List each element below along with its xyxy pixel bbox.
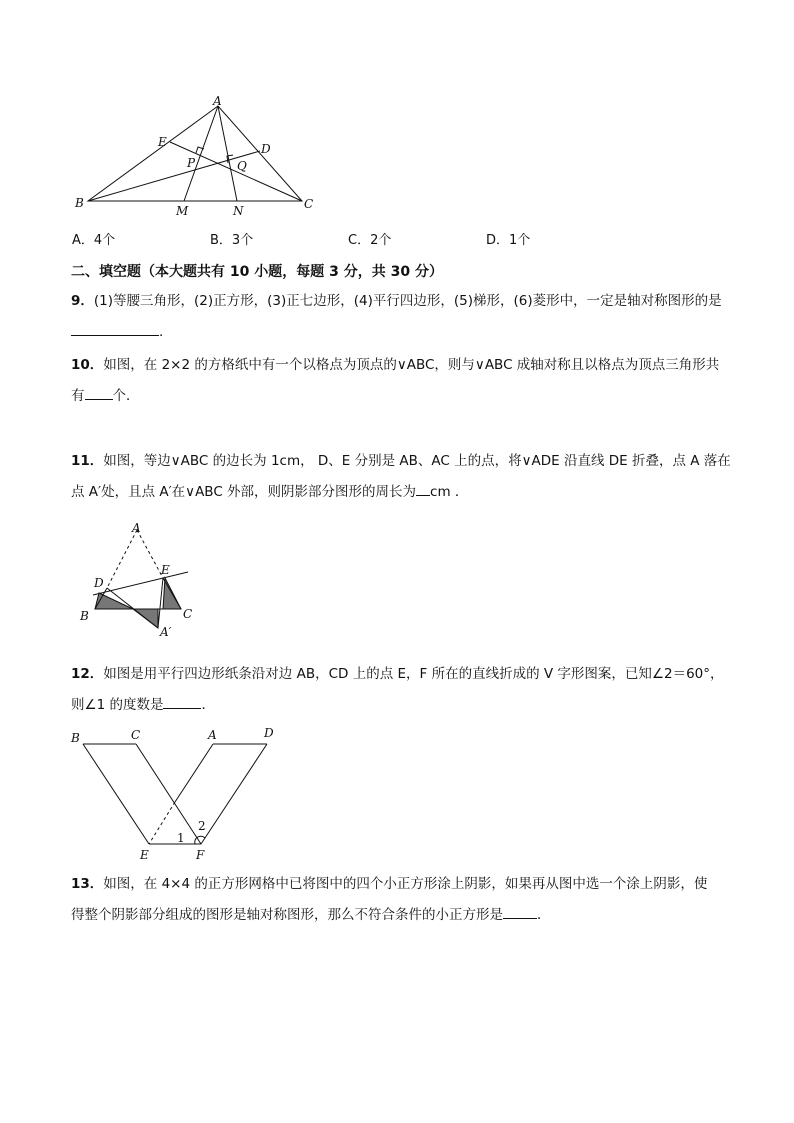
q12-line1: 如图是用平行四边形纸条沿对边 AB，CD 上的点 E，F 所在的直线折成的 V 字形图案，已知∠2＝60°， (103, 666, 724, 682)
label-e: E (158, 135, 167, 149)
shaded-region-left (95, 593, 133, 609)
question-9 (71, 291, 731, 342)
figure-triangle-abc (70, 95, 330, 225)
label-m: M (176, 204, 189, 218)
label-n: N (233, 204, 244, 218)
q12-answer-blank[interactable] (163, 694, 201, 709)
label-p: P (187, 156, 196, 170)
q13-number: 13． (71, 876, 104, 892)
label-e: E (140, 848, 149, 862)
q10-line2-post: 个． (112, 388, 140, 404)
label-d: D (261, 142, 271, 156)
label-a: A (208, 728, 217, 742)
q10-line2-pre: 有 (71, 388, 85, 404)
figure-folded-triangle (75, 520, 200, 640)
label-a: A (213, 95, 222, 108)
q11-number: 11． (71, 453, 104, 469)
label-b: B (75, 196, 84, 210)
label-f: F (196, 848, 205, 862)
q11-line2-post: cm ． (430, 484, 469, 500)
label-a-prime: A′ (160, 625, 172, 639)
q13-answer-blank[interactable] (503, 904, 537, 919)
q9-tail: . (159, 324, 164, 340)
edge-a-d-dashed (107, 530, 137, 588)
edge-c-f (136, 744, 201, 844)
label-c: C (131, 728, 141, 742)
q11-line2-pre: 点 A′处，且点 A′在∨ABC 外部，则阴影部分图形的周长为 (71, 484, 417, 500)
label-d: D (94, 576, 104, 590)
fold-line-de (93, 572, 188, 595)
line-a-n (218, 106, 237, 201)
label-e: E (161, 563, 170, 577)
q12-number: 12． (71, 666, 104, 682)
line-a-m (184, 106, 218, 201)
q10-number: 10． (71, 357, 104, 373)
line-b-d (88, 151, 260, 201)
label-angle-2: 2 (198, 819, 206, 833)
option-c[interactable]: C．2个 (348, 233, 392, 248)
q11-answer-blank[interactable] (416, 481, 430, 496)
label-c: C (304, 197, 314, 211)
label-d: D (264, 726, 274, 740)
label-c: C (183, 607, 193, 621)
edge-d-f (201, 744, 267, 844)
q12-line2-post: ． (201, 697, 215, 713)
option-d[interactable]: D．1个 (486, 233, 531, 248)
label-b: B (71, 731, 80, 745)
q13-line2-pre: 得整个阴影部分组成的图形是轴对称图形，那么不符合条件的小正方形是 (71, 907, 503, 923)
section-title: 二、填空题（本大题共有 10 小题，每题 3 分，共 30 分） (71, 264, 443, 280)
question-11 (71, 451, 731, 502)
edge-a-e-dashed (137, 530, 163, 578)
label-angle-1: 1 (177, 831, 185, 845)
q9-answer-blank[interactable] (71, 321, 159, 336)
label-b: B (80, 609, 89, 623)
question-12 (71, 664, 731, 715)
q12-line2-pre: 则∠1 的度数是 (71, 697, 164, 713)
edge-e-a2 (158, 578, 163, 628)
label-a: A (132, 521, 141, 535)
edge-fold-dashed (149, 802, 175, 844)
q11-line1: 如图，等边∨ABC 的边长为 1cm， D、E 分别是 AB、AC 上的点，将∨ADE 沿直线 DE 折叠，点 A 落在 (103, 453, 731, 469)
q9-number: 9． (71, 293, 94, 309)
question-13 (71, 874, 731, 925)
q13-line1: 如图，在 4×4 的正方形网格中已将图中的四个小正方形涂上阴影，如果再从图中选一个涂上阴影，使 (103, 876, 708, 892)
question-10 (71, 355, 731, 406)
q10-answer-blank[interactable] (85, 385, 113, 400)
option-b[interactable]: B．3个 (210, 233, 254, 248)
edge-b-e (83, 744, 149, 844)
figure-v-strip (65, 720, 285, 865)
q13-line2-post: ． (537, 907, 551, 923)
label-q: Q (237, 159, 247, 173)
q9-text: (1)等腰三角形，(2)正方形，(3)正七边形，(4)平行四边形，(5)梯形，(6)菱形中，一定是轴对称图形的是 (93, 293, 722, 309)
q10-line1: 如图，在 2×2 的方格纸中有一个以格点为顶点的∨ABC，则与∨ABC 成轴对称且以格点为顶点三角形共 (103, 357, 720, 373)
option-a[interactable]: A．4个 (72, 233, 116, 248)
edge-a-inner (175, 744, 213, 802)
